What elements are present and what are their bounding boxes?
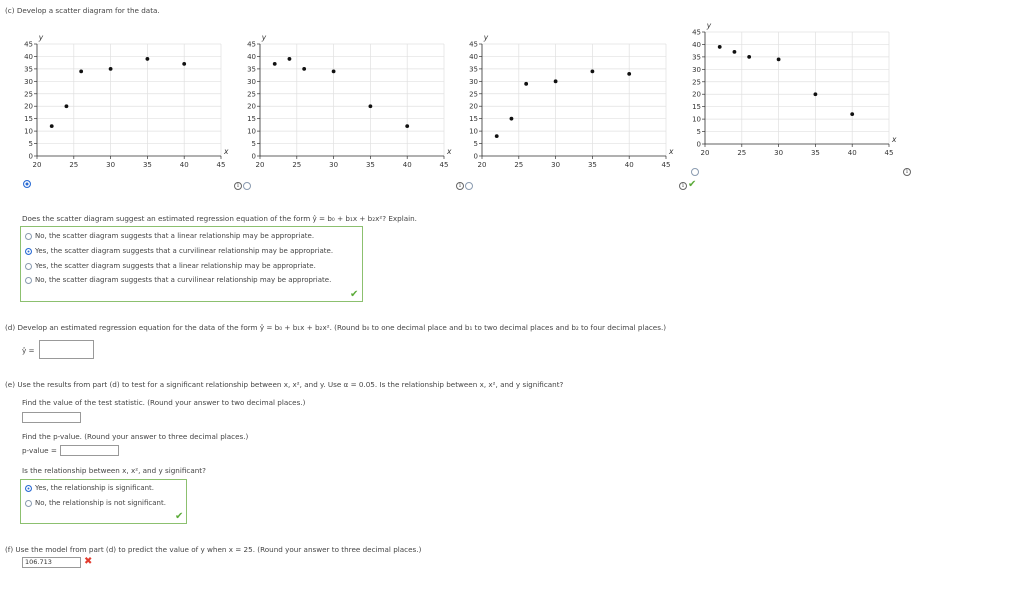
y-tick-label: 5 — [696, 128, 701, 137]
x-axis-label: x — [224, 147, 229, 156]
significant-yes-label: Yes, the relationship is significant. — [35, 484, 155, 492]
part-d-prompt: (d) Develop an estimated regression equation for the data of the form ŷ = b₀ + b₁x + b₂x². (Round b₀ to one decimal place and b₁ to two decimal places and b₂ to four decimal places.) — [5, 323, 667, 332]
y-tick-label: 35 — [24, 65, 33, 74]
x-tick-label: 40 — [402, 161, 412, 169]
x-tick-label: 45 — [439, 161, 449, 169]
test-statistic-input[interactable] — [22, 412, 81, 423]
regression-equation-input[interactable] — [39, 340, 94, 359]
y-tick-label: 20 — [469, 102, 478, 111]
prediction-input[interactable]: 106.713 — [22, 557, 81, 568]
y-tick-label: 40 — [247, 52, 256, 61]
y-tick-label: 0 — [28, 152, 33, 161]
y-tick-label: 5 — [28, 140, 33, 149]
y-tick-label: 40 — [692, 40, 701, 49]
data-point — [850, 112, 854, 116]
x-tick-label: 30 — [774, 149, 784, 157]
info-icon[interactable]: i — [679, 182, 687, 190]
data-point — [369, 104, 373, 108]
y-tick-label: 25 — [469, 90, 478, 99]
data-point — [510, 117, 514, 121]
x-tick-label: 30 — [551, 161, 561, 169]
y-tick-label: 10 — [247, 127, 256, 136]
y-axis-label: y — [261, 33, 267, 42]
y-tick-label: 45 — [247, 40, 256, 49]
significant-no-label: No, the relationship is not significant. — [35, 499, 166, 507]
p-value-input[interactable] — [60, 445, 119, 456]
test-statistic-prompt: Find the value of the test statistic. (Round your answer to two decimal places.) — [22, 398, 306, 407]
x-tick-label: 35 — [587, 161, 597, 169]
x-tick-label: 30 — [329, 161, 339, 169]
x-tick-label: 35 — [142, 161, 152, 169]
data-point — [718, 45, 722, 49]
data-point — [50, 124, 54, 128]
scatter-plot-option-3 — [450, 30, 682, 179]
option-1-radio[interactable] — [25, 233, 32, 240]
y-tick-label: 10 — [469, 127, 478, 136]
y-axis-label: y — [706, 21, 712, 30]
data-point — [814, 92, 818, 96]
y-tick-label: 20 — [692, 90, 701, 99]
data-point — [65, 104, 69, 108]
option-3-label: Yes, the scatter diagram suggests that a linear relationship may be appropriate. — [35, 262, 316, 270]
data-point — [405, 124, 409, 128]
scatter-plot-option-2 — [228, 30, 460, 179]
y-tick-label: 0 — [696, 140, 701, 149]
part-e-prompt: (e) Use the results from part (d) to test for a significant relationship between x, x², and y. Use α = 0.05. Is the relationship between x, x², and y significant? — [5, 380, 564, 389]
option-3-radio[interactable] — [25, 263, 32, 270]
x-tick-label: 25 — [514, 161, 524, 169]
x-tick-label: 30 — [106, 161, 116, 169]
p-value-prompt: Find the p-value. (Round your answer to three decimal places.) — [22, 432, 249, 441]
y-tick-label: 30 — [469, 77, 478, 86]
y-tick-label: 15 — [692, 103, 701, 112]
part-c-prompt: (c) Develop a scatter diagram for the data. — [5, 6, 160, 15]
x-tick-label: 40 — [624, 161, 634, 169]
y-tick-label: 20 — [247, 102, 256, 111]
x-tick-label: 45 — [884, 149, 894, 157]
data-point — [273, 62, 277, 66]
scatter-plot-option-1 — [5, 30, 237, 179]
y-tick-label: 5 — [251, 140, 256, 149]
y-tick-label: 40 — [24, 52, 33, 61]
data-point — [495, 134, 499, 138]
significance-question: Is the relationship between x, x², and y significant? — [22, 466, 206, 475]
option-2-label: Yes, the scatter diagram suggests that a curvilinear relationship may be appropriate. — [35, 247, 334, 255]
x-tick-label: 20 — [32, 161, 42, 169]
y-axis-label: y — [483, 33, 489, 42]
y-tick-label: 45 — [469, 40, 478, 49]
x-tick-label: 25 — [737, 149, 747, 157]
y-tick-label: 0 — [473, 152, 478, 161]
y-tick-label: 35 — [469, 65, 478, 74]
y-tick-label: 30 — [692, 65, 701, 74]
x-tick-label: 20 — [477, 161, 487, 169]
y-tick-label: 30 — [247, 77, 256, 86]
x-tick-label: 35 — [365, 161, 375, 169]
x-tick-label: 40 — [847, 149, 857, 157]
info-icon[interactable]: i — [234, 182, 242, 190]
data-point — [747, 55, 751, 59]
x-tick-label: 45 — [661, 161, 671, 169]
y-tick-label: 20 — [24, 102, 33, 111]
x-axis-label: x — [892, 135, 897, 144]
x-tick-label: 45 — [216, 161, 226, 169]
x-tick-label: 40 — [179, 161, 189, 169]
scatter-plot-option-4 — [673, 18, 905, 167]
x-tick-label: 20 — [255, 161, 265, 169]
y-tick-label: 10 — [692, 115, 701, 124]
y-tick-label: 25 — [24, 90, 33, 99]
data-point — [109, 67, 113, 71]
info-icon[interactable]: i — [456, 182, 464, 190]
plot-option-1-radio[interactable] — [23, 180, 31, 188]
data-point — [302, 67, 306, 71]
y-tick-label: 25 — [692, 78, 701, 87]
y-tick-label: 35 — [692, 53, 701, 62]
y-tick-label: 0 — [251, 152, 256, 161]
y-tick-label: 10 — [24, 127, 33, 136]
x-axis-label: x — [669, 147, 674, 156]
x-tick-label: 35 — [810, 149, 820, 157]
y-tick-label: 30 — [24, 77, 33, 86]
plot-option-4-radio[interactable] — [691, 168, 699, 176]
significant-yes-radio[interactable] — [25, 485, 32, 492]
option-2-radio[interactable] — [25, 248, 32, 255]
y-tick-label: 45 — [692, 28, 701, 37]
x-tick-label: 25 — [69, 161, 79, 169]
y-axis-label: y — [38, 33, 44, 42]
correct-check-icon: ✔ — [350, 289, 359, 300]
option-4-label: No, the scatter diagram suggests that a curvilinear relationship may be appropriate. — [35, 276, 332, 284]
data-point — [182, 62, 186, 66]
data-point — [627, 72, 631, 76]
x-axis-label: x — [447, 147, 452, 156]
y-tick-label: 15 — [469, 115, 478, 124]
data-point — [554, 79, 558, 83]
plot-option-3-radio[interactable] — [465, 182, 473, 190]
y-tick-label: 15 — [247, 115, 256, 124]
data-point — [288, 57, 292, 61]
data-point — [777, 57, 781, 61]
part-f-prompt: (f) Use the model from part (d) to predict the value of y when x = 25. (Round your answer to three decimal places.) — [5, 545, 422, 554]
data-point — [146, 57, 150, 61]
y-tick-label: 45 — [24, 40, 33, 49]
p-value-label: p-value = — [22, 446, 57, 455]
yhat-label: ŷ = — [22, 346, 35, 355]
plot-option-2-radio[interactable] — [243, 182, 251, 190]
x-tick-label: 25 — [292, 161, 302, 169]
y-tick-label: 40 — [469, 52, 478, 61]
option-4-radio[interactable] — [25, 277, 32, 284]
option-1-label: No, the scatter diagram suggests that a linear relationship may be appropriate. — [35, 232, 315, 240]
y-tick-label: 5 — [473, 140, 478, 149]
y-tick-label: 25 — [247, 90, 256, 99]
data-point — [524, 82, 528, 86]
info-icon[interactable]: i — [903, 168, 911, 176]
y-tick-label: 35 — [247, 65, 256, 74]
data-point — [733, 50, 737, 54]
part-c-question: Does the scatter diagram suggest an estimated regression equation of the form ŷ = b₀ + b₁x + b₂x²? Explain. — [22, 214, 417, 223]
data-point — [79, 69, 83, 73]
x-tick-label: 20 — [700, 149, 710, 157]
significant-no-radio[interactable] — [25, 500, 32, 507]
incorrect-x-icon: ✖ — [84, 556, 93, 567]
correct-check-icon: ✔ — [175, 511, 184, 522]
correct-check-icon: ✔ — [688, 179, 697, 190]
data-point — [591, 69, 595, 73]
y-tick-label: 15 — [24, 115, 33, 124]
data-point — [332, 69, 336, 73]
